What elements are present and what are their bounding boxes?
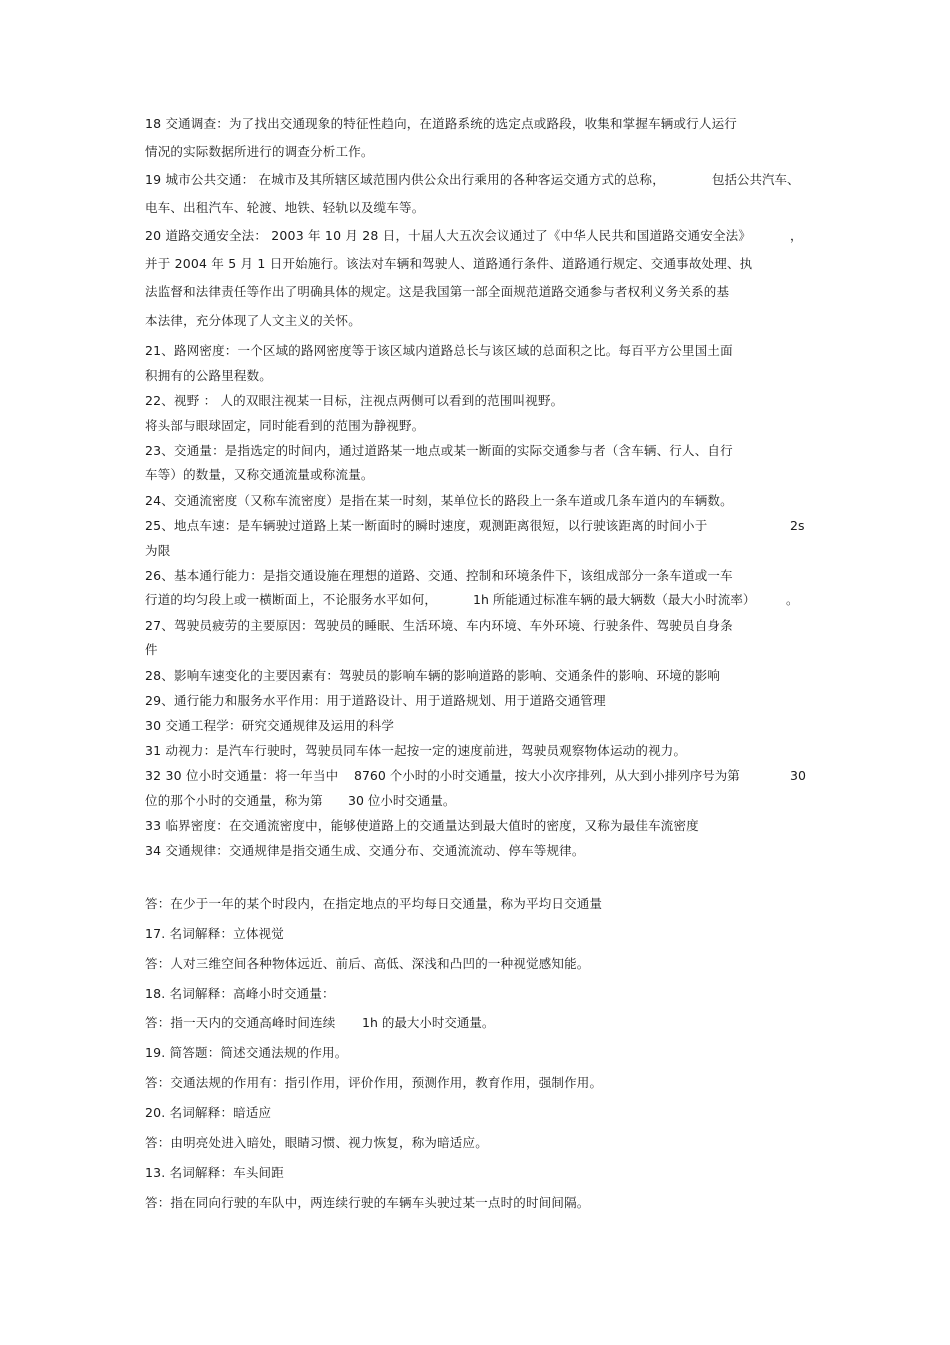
question-17: 17. 名词解释：立体视觉: [145, 926, 284, 941]
def-25-line-1: 25、地点车速：是车辆驶过道路上某一断面时的瞬时速度，观测距离很短，以行驶该距离的时间小于: [145, 518, 708, 533]
def-20-line-3: 法监督和法律责任等作出了明确具体的规定。这是我国第一部全面规范道路交通参与者权利义务关系的基: [145, 284, 730, 299]
def-26-line-2-mid: 1h 所能通过标准车辆的最大辆数（最大小时流率）: [473, 592, 756, 607]
def-32-line-1-mid: 8760 个小时的小时交通量，按大小次序排列，从大到小排列序号为第: [354, 768, 740, 783]
answer-18-tail: 1h 的最大小时交通量。: [362, 1015, 495, 1030]
def-19-line-1: 19 城市公共交通： 在城市及其所辖区域范围内供公众出行乘用的各种客运交通方式的总称，: [145, 172, 665, 187]
question-20: 20. 名词解释：暗适应: [145, 1105, 272, 1120]
def-19-line-1-tail: 包括公共汽车、: [712, 172, 800, 187]
def-20-line-1-tail: ，: [790, 228, 803, 243]
def-32-line-1-tail: 30: [790, 768, 806, 783]
def-26-line-2-tail: 。: [786, 592, 799, 607]
def-21-line-2: 积拥有的公路里程数。: [145, 368, 273, 383]
answer-13: 答：指在同向行驶的车队中，两连续行驶的车辆车头驶过某一点时的时间间隔。: [145, 1195, 590, 1210]
answer-17: 答：人对三维空间各种物体远近、前后、高低、深浅和凸凹的一种视觉感知能。: [145, 956, 590, 971]
answer-19: 答：交通法规的作用有：指引作用，评价作用，预测作用，教育作用，强制作用。: [145, 1075, 603, 1090]
def-23-line-2: 车等）的数量，又称交通流量或称流量。: [145, 467, 374, 482]
def-20-line-4: 本法律，充分体现了人文主义的关怀。: [145, 313, 361, 328]
def-24-line-1: 24、交通流密度（又称车流密度）是指在某一时刻，某单位长的路段上一条车道或几条车道内的车辆数。: [145, 493, 733, 508]
def-32-line-2: 位的那个小时的交通量，称为第: [145, 793, 323, 808]
answer-20: 答：由明亮处进入暗处，眼睛习惯、视力恢复，称为暗适应。: [145, 1135, 488, 1150]
def-20-line-2: 并于 2004 年 5 月 1 日开始施行。该法对车辆和驾驶人、道路通行条件、道路通行规定、交通事故处理、执: [145, 256, 753, 271]
def-33-line-1: 33 临界密度：在交通流密度中，能够使道路上的交通量达到最大值时的密度，又称为最佳车流密度: [145, 818, 699, 833]
answer-0: 答：在少于一年的某个时段内，在指定地点的平均每日交通量，称为平均日交通量: [145, 896, 603, 911]
def-20-line-1: 20 道路交通安全法： 2003 年 10 月 28 日，十届人大五次会议通过了《中华人民共和国道路交通安全法》: [145, 228, 752, 243]
def-26-line-1: 26、基本通行能力：是指交通设施在理想的道路、交通、控制和环境条件下，该组成部分一条车道或一车: [145, 568, 733, 583]
def-30-line-1: 30 交通工程学：研究交通规律及运用的科学: [145, 718, 395, 733]
answer-18: 答：指一天内的交通高峰时间连续: [145, 1015, 336, 1030]
def-19-line-2: 电车、出租汽车、轮渡、地铁、轻轨以及缆车等。: [145, 200, 425, 215]
question-13: 13. 名词解释：车头间距: [145, 1165, 284, 1180]
def-27-line-1: 27、驾驶员疲劳的主要原因：驾驶员的睡眠、生活环境、车内环境、车外环境、行驶条件、驾驶员自身条: [145, 618, 733, 633]
def-23-line-1: 23、交通量：是指选定的时间内，通过道路某一地点或某一断面的实际交通参与者（含车辆、行人、自行: [145, 443, 733, 458]
def-31-line-1: 31 动视力：是汽车行驶时，驾驶员同车体一起按一定的速度前进，驾驶员观察物体运动的视力。: [145, 743, 687, 758]
question-18: 18. 名词解释：高峰小时交通量：: [145, 986, 335, 1001]
def-32-line-1: 32 30 位小时交通量：将一年当中: [145, 768, 339, 783]
question-19: 19. 简答题：简述交通法规的作用。: [145, 1045, 348, 1060]
def-34-line-1: 34 交通规律：交通规律是指交通生成、交通分布、交通流流动、停车等规律。: [145, 843, 585, 858]
def-25-line-2: 为限: [145, 543, 171, 558]
def-32-line-2-mid: 30 位小时交通量。: [348, 793, 456, 808]
def-25-line-1-tail: 2s: [790, 518, 805, 533]
def-29-line-1: 29、通行能力和服务水平作用：用于道路设计、用于道路规划、用于道路交通管理: [145, 693, 606, 708]
def-22-line-2: 将头部与眼球固定，同时能看到的范围为静视野。: [145, 418, 425, 433]
def-26-line-2: 行道的均匀段上或一横断面上，不论服务水平如何，: [145, 592, 438, 607]
def-27-line-2: 件: [145, 642, 158, 657]
def-22-line-1: 22、视野 ： 人的双眼注视某一目标，注视点两侧可以看到的范围叫视野。: [145, 393, 564, 408]
def-18-line-1: 18 交通调查：为了找出交通现象的特征性趋向，在道路系统的选定点或路段，收集和掌握车辆或行人运行: [145, 116, 737, 131]
def-28-line-1: 28、影响车速变化的主要因素有：驾驶员的影响车辆的影响道路的影响、交通条件的影响、环境的影响: [145, 668, 721, 683]
def-18-line-2: 情况的实际数据所进行的调查分析工作。: [145, 144, 374, 159]
def-21-line-1: 21、路网密度：一个区域的路网密度等于该区域内道路总长与该区域的总面积之比。每百平方公里国土面: [145, 343, 733, 358]
